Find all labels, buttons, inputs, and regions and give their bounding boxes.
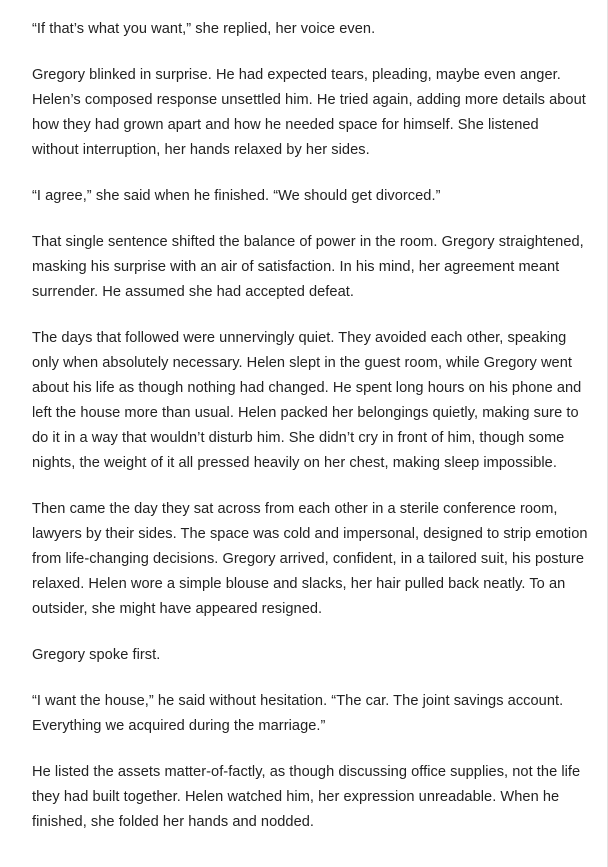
paragraph: “I agree,” she said when he finished. “We should get divorced.” bbox=[32, 188, 441, 204]
story-text bbox=[32, 17, 588, 856]
paragraph: Gregory spoke first. bbox=[32, 647, 161, 663]
paragraph: The days that followed were unnervingly quiet. They avoided each other, speaking only when absolutely necessary. Helen slept in the guest room, while Gregory went about his life as though nothing had changed. He spent long hours on his phone and left the house more than usual. Helen packed her belongings quietly, making sure to do it in a way that wouldn’t disturb him. She didn’t cry in front of him, though some nights, the weight of it all pressed heavily on her chest, making sleep impossible. bbox=[32, 330, 582, 471]
paragraph: Gregory blinked in surprise. He had expected tears, pleading, maybe even anger. Helen’s composed response unsettled him. He tried again, adding more details about how they had grown apart and how he needed space for himself. She listened without interruption, her hands relaxed by her sides. bbox=[32, 67, 586, 158]
paragraph: Then came the day they sat across from each other in a sterile conference room, lawyers by their sides. The space was cold and impersonal, designed to strip emotion from life-changing decisions. Gregory arrived, confident, in a tailored suit, his posture relaxed. Helen wore a simple blouse and slacks, her hair pulled back neatly. To an outsider, she might have appeared resigned. bbox=[32, 501, 588, 617]
paragraph: He listed the assets matter-of-factly, as though discussing office supplies, not the life they had built together. Helen watched him, her expression unreadable. When he finished, she folded her hands and nodded. bbox=[32, 764, 581, 830]
paragraph: That single sentence shifted the balance of power in the room. Gregory straightened, masking his surprise with an air of satisfaction. In his mind, her agreement meant surrender. He assumed she had accepted defeat. bbox=[32, 234, 584, 300]
paragraph: “If that’s what you want,” she replied, her voice even. bbox=[32, 21, 376, 37]
paragraph: “I want the house,” he said without hesitation. “The car. The joint savings account. Everything we acquired during the marriage.” bbox=[32, 693, 564, 734]
